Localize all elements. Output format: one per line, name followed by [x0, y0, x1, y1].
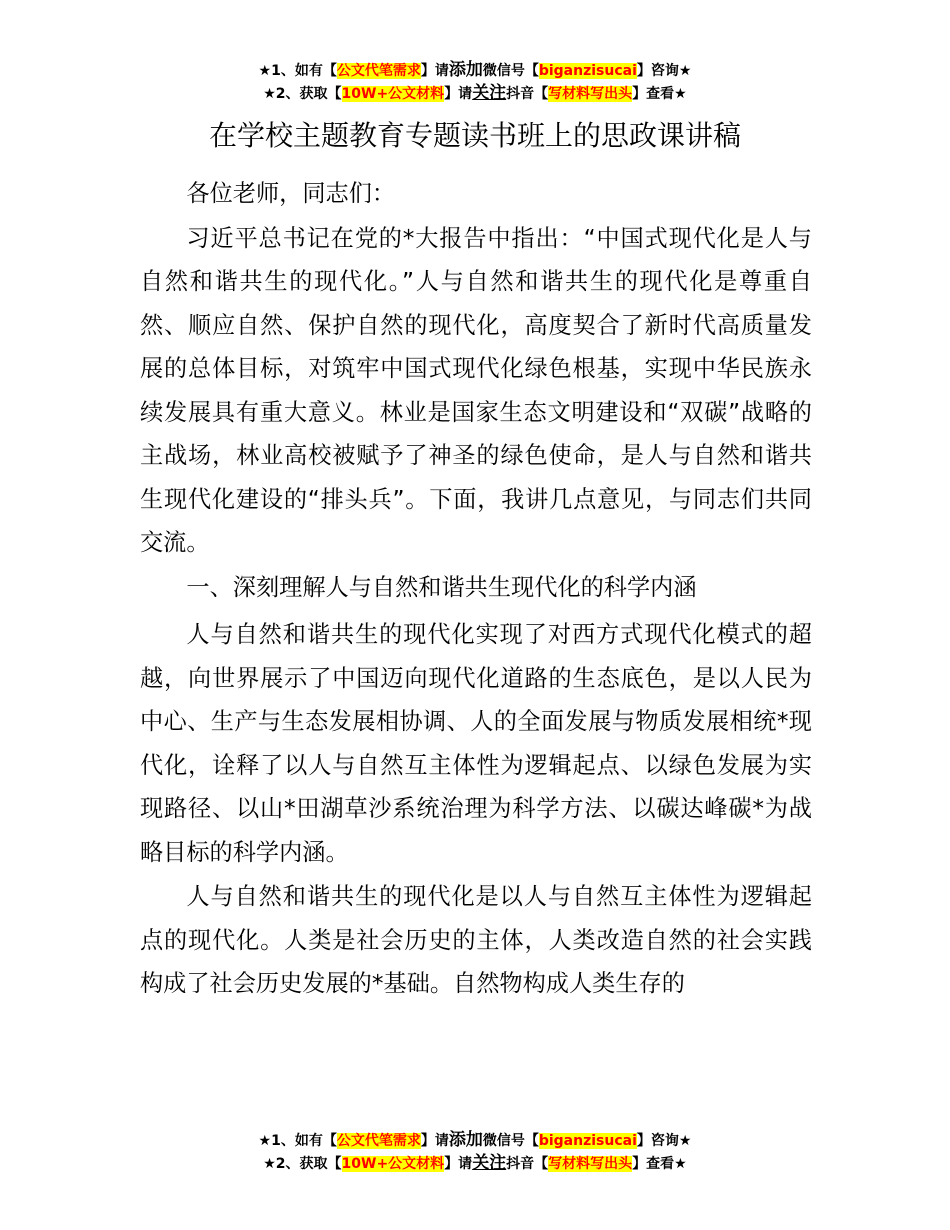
- document-title: 在学校主题教育专题读书班上的思政课讲稿: [208, 119, 741, 152]
- banner-emphasis: 关注: [472, 83, 507, 103]
- document-body: [140, 172, 812, 1007]
- banner-highlight: 写材料写出头: [548, 86, 633, 102]
- header-banner: [0, 59, 950, 105]
- paragraph: 人与自然和谐共生的现代化实现了对西方式现代化模式的超越，向世界展示了中国迈向现代化道路的生态底色，是以人民为中心、生产与生态发展相协调、人的全面发展与物质发展相统*现代化，诠释了以人与自然互主体性为逻辑起点、以绿色发展为实现路径、以山*田湖草沙系统治理为科学方法、以碳达峰碳*为战略目标的科学内涵。: [140, 621, 812, 866]
- banner-text: 】咨询★: [636, 1133, 692, 1149]
- banner-emphasis: 添加: [448, 60, 483, 80]
- banner-text: 微信号【: [482, 1133, 539, 1149]
- banner-highlight: 写材料写出头: [548, 1156, 633, 1172]
- banner-text: ★2、获取【: [263, 1156, 342, 1172]
- banner-text: 】请: [420, 1133, 449, 1149]
- banner-line-2: [0, 82, 950, 105]
- banner-emphasis: 添加: [448, 1130, 483, 1150]
- banner-text: ★1、如有【: [258, 63, 337, 79]
- banner-text: 】请: [444, 1156, 473, 1172]
- banner-text: 】请: [444, 86, 473, 102]
- banner-text: 抖音【: [506, 86, 549, 102]
- banner-text: 】咨询★: [636, 63, 692, 79]
- banner-line-1: [0, 59, 950, 82]
- banner-highlight: biganzisucai: [538, 63, 637, 79]
- banner-highlight: biganzisucai: [538, 1133, 637, 1149]
- paragraph: 习近平总书记在党的*大报告中指出：“中国式现代化是人与自然和谐共生的现代化。”人与自然和谐共生的现代化是尊重自然、顺应自然、保护自然的现代化，高度契合了新时代高质量发展的总体目标，对筑牢中国式现代化绿色根基，实现中华民族永续发展具有重大意义。林业是国家生态文明建设和“双碳”战略的主战场，林业高校被赋予了神圣的绿色使命，是人与自然和谐共生现代化建设的“排头兵”。下面，我讲几点意见，与同志们共同交流。: [140, 224, 812, 556]
- banner-text: 微信号【: [482, 63, 539, 79]
- banner-highlight: 公文代笔需求: [336, 63, 421, 79]
- banner-text: 抖音【: [506, 1156, 549, 1172]
- banner-text: ★1、如有【: [258, 1133, 337, 1149]
- greeting: 各位老师，同志们：: [186, 180, 396, 207]
- footer-banner: [0, 1129, 950, 1175]
- banner-line-1: [0, 1129, 950, 1152]
- banner-text: 】查看★: [632, 1156, 687, 1172]
- banner-text: 】请: [420, 63, 449, 79]
- banner-text: 】查看★: [632, 86, 687, 102]
- banner-line-2: [0, 1152, 950, 1175]
- paragraph: 人与自然和谐共生的现代化是以人与自然互主体性为逻辑起点的现代化。人类是社会历史的主体，人类改造自然的社会实践构成了社会历史发展的*基础。自然物构成人类生存的: [140, 883, 812, 997]
- banner-emphasis: 关注: [472, 1153, 507, 1173]
- banner-highlight: 10W+公文材料: [341, 1156, 445, 1172]
- banner-highlight: 10W+公文材料: [341, 86, 445, 102]
- section-heading: 一、深刻理解人与自然和谐共生现代化的科学内涵: [186, 573, 697, 601]
- banner-text: ★2、获取【: [263, 86, 342, 102]
- banner-highlight: 公文代笔需求: [336, 1133, 421, 1149]
